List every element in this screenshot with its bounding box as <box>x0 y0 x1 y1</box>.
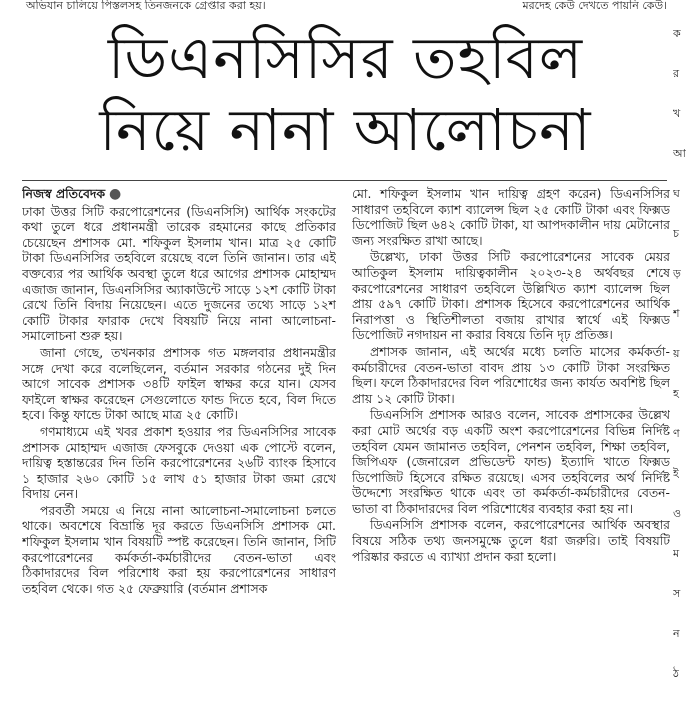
paragraph: গণমাধ্যমে এই খবর প্রকাশ হওয়ার পর ডিএনসিসির সাবেক প্রশাসক মোহাম্মদ এজাজ ফেসবুকে দেওয়া এক পোস্টে বলেন, দায়িত্ব হস্তান্তরের দিন তিনি করপোরেশনের ২৬টি ব্যাংক হিসাবে ১ হাজার ২৬০ কোটি ১৫ লাখ ৫১ হাজার টাকা জমা রেখে বিদায় নেন। <box>22 423 336 502</box>
fragment: ঠ <box>673 667 679 680</box>
paragraph: মো. শফিকুল ইসলাম খান দায়িত্ব গ্রহণ করেন) ডিএনসিসির সাধারণ তহবিলে ক্যাশ ব্যালেন্স ছিল ২৫ কোটি টাকা এবং ফিক্সড ডিপোজিট ছিল ৬৪২ কোটি টাকা, যা আপদকালীন দায় মেটানোর জন্য সংরক্ষিত রাখা আছে। <box>352 186 670 248</box>
article-column-1 <box>22 186 336 691</box>
paragraph: জানা গেছে, তখনকার প্রশাসক গত মঙ্গলবার প্রধানমন্ত্রীর সঙ্গে দেখা করে বলেছিলেন, বর্তমান সরকার গঠনের দুই দিন আগে সাবেক প্রশাসক ৩৪টি ফাইল স্বাক্ষর করে যান। যেসব ফাইলে স্বাক্ষর করেছেন সেগুলোতে ফান্ড দিতে হবে, বিল দিতে হবে। কিন্তু ফান্ডে টাকা আছে মাত্র ২৫ কোটি। <box>22 344 336 423</box>
adjacent-column-fragments <box>673 14 691 704</box>
byline-paragraph <box>22 186 336 203</box>
fragment: র <box>673 67 680 80</box>
byline: নিজস্ব প্রতিবেদক <box>22 186 106 201</box>
fragment: স <box>673 587 681 600</box>
fragment: আ <box>673 147 686 160</box>
fragment: হ <box>673 387 679 400</box>
fragment: ক <box>673 27 681 40</box>
paragraph: পরবর্তী সময়ে এ নিয়ে নানা আলোচনা-সমালোচনা চলতে থাকে। অবশেষে বিভ্রান্তি দূর করতে ডিএনসিসি প্রশাসক মো. শফিকুল ইসলাম খান বিষয়টি স্পষ্ট করেছেন। তিনি জানান, সিটি করপোরেশনের কর্মকর্তা-কর্মচারীদের বেতন-ভাতা এবং ঠিকাদারদের বিল পরিশোধ করা হয় করপোরেশনের সাধারণ তহবিল থেকে। গত ২৫ ফেব্রুয়ারি (বর্তমান প্রশাসক <box>22 502 336 596</box>
previous-article-strip <box>0 0 691 14</box>
fragment: চ <box>673 227 679 240</box>
article-headline <box>0 22 691 166</box>
article-column-2 <box>352 186 670 691</box>
fragment: ও <box>673 507 682 520</box>
fragment: ণ <box>673 427 680 440</box>
paragraph: ডিএনসিসি প্রশাসক বলেন, করপোরেশনের আর্থিক অবস্থার বিষয়ে সঠিক তথ্য জনসমুক্ষে তুলে ধরা জরুরি। তাই বিষয়টি পরিষ্কার করতে এ ব্যাখ্যা প্রদান করা হলো। <box>352 517 670 564</box>
fragment: শ <box>673 307 680 320</box>
fragment: ই <box>673 467 679 480</box>
byline-bullet-icon: ● <box>109 186 122 202</box>
fragment: ন <box>673 627 680 640</box>
paragraph: ডিএনসিসি প্রশাসক আরও বলেন, সাবেক প্রশাসকের উল্লেখ করা মোট অর্থের বড় একটি অংশ করপোরেশনের বিভিন্ন নির্দিষ্ট তহবিল যেমন জামানত তহবিল, পেনশন তহবিল, শিক্ষা তহবিল, জিপিএফ (জেনারেল প্রভিডেন্ট ফান্ড) ইত্যাদি খাতে ফিক্সড ডিপোজিট হিসেবে রক্ষিত রয়েছে। এসব তহবিলের অর্থ নির্দিষ্ট উদ্দেশ্যে সংরক্ষিত থাকে এবং তা কর্মকর্তা-কর্মচারীদের বেতন-ভাতা বা ঠিকাদারদের বিল পরিশোধের ব্যবহার করা হয় না। <box>352 407 670 516</box>
top-strip-right-text: মরদেহ কেউ দেখতে পায়নি কেউ। <box>522 0 667 12</box>
headline-line-1: ডিএনসিসির তহবিল <box>107 24 584 92</box>
paragraph: ঢাকা উত্তর সিটি করপোরেশনের (ডিএনসিসি) আর্থিক সংকটের কথা তুলে ধরে প্রধানমন্ত্রী তারেক রহমানের কাছে প্রতিকার চেয়েছেন প্রশাসক মো. শফিকুল ইসলাম খান। মাত্র ২৫ কোটি টাকা ডিএনসিসির তহবিলে রয়েছে বলে তিনি জানান। তার এই বক্তব্যের পর আর্থিক অবস্থা তুলে ধরে আগের প্রশাসক মোহাম্মদ এজাজ জানান, ডিএনসিসির অ্যাকাউন্টে সাড়ে ১২শ কোটি টাকা রেখে তিনি বিদায় নিয়েছেন। এতে দুজনের তথ্যে সাড়ে ১২শ কোটি টাকার ফারাক দেখে বিষয়টি নিয়ে নানা আলোচনা-সমালোচনা শুরু হয়। <box>22 203 336 344</box>
fragment: ঘ <box>673 187 680 200</box>
fragment: য় <box>673 347 680 360</box>
fragment: খ <box>673 107 681 120</box>
paragraph: প্রশাসক জানান, এই অর্থের মধ্যে চলতি মাসের কর্মকর্তা-কর্মচারীদের বেতন-ভাতা বাবদ প্রায় ১৩ কোটি টাকা সংরক্ষিত ছিল। ফলে ঠিকাদারদের বিল পরিশোধের জন্য কার্যত অবশিষ্ট ছিল প্রায় ১২ কোটি টাকা। <box>352 343 670 406</box>
headline-divider <box>22 180 667 181</box>
paragraph: উল্লেখ্য, ঢাকা উত্তর সিটি করপোরেশনের সাবেক মেয়র আতিকুল ইসলাম দায়িত্বকালীন ২০২৩-২৪ অর্থবছর শেষে করপোরেশনের সাধারণ তহবিলে উল্লিখিত ক্যাশ ব্যালেন্স ছিল প্রায় ৫৯৭ কোটি টাকা। প্রশাসক হিসেবে করপোরেশনের আর্থিক নিরাপত্তা ও স্থিতিশীলতা বজায় রাখার স্বার্থে এই ফিক্সড ডিপোজিট নগদায়ন না করার বিষয়ে তিনি দৃঢ় প্রতিজ্ঞ। <box>352 249 670 343</box>
fragment: ম <box>673 547 680 560</box>
top-strip-left-text: অভিযান চালিয়ে পিস্তলসহ তিনজনকে গ্রেপ্তার করা হয়। <box>26 0 266 12</box>
fragment: ড় <box>673 267 681 280</box>
headline-line-2: নিয়ে নানা আলোচনা <box>99 96 592 164</box>
